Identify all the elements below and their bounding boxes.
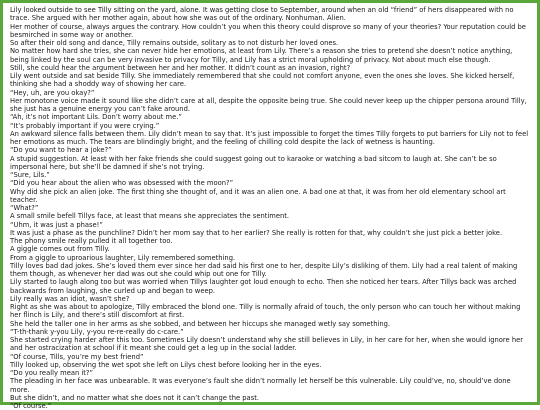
story-paragraph: Lily went outside and sat beside Tilly. She immediately remembered that she could not comfort anyone, even the ones she loves. She kicked herself, thinking she had a shoddy way of showing her care. [10,72,515,89]
story-paragraph: Lily looked outside to see Tilly sitting on the yard, alone. It was getting close to September, around when an old “friend” of hers disappeared with no trace. She argued with her mother again, about how she was out of the ordinary. Nonhuman. Alien. [10,6,514,23]
story-paragraph: Tilly looked up, observing the wet spot she left on Lilys chest before looking her in the eyes. [10,360,322,369]
story-paragraph: An awkward silence falls between them. Lily didn’t mean to say that. It’s just impossible to forget the times Tilly forgets to put barriers for Lily not to feel her emotions as much. The tears are blindingly bright, and the feeling of chilling cold despite the lack of wetness is haunting. [10,129,529,146]
story-paragraph: She started crying harder after this too. Sometimes Lily doesn’t understand why she still believes in Lily, in her care for her, when she would ignore her and her ostracization at school if it meant she could get a leg up in the social ladder. [10,336,524,353]
story-paragraph: “Sure, Lils.” [10,171,50,179]
story-paragraph: Still, she could hear the argument between her and her mother. It didn’t count as an invasion, right? [10,63,351,72]
story-paragraph: She held the taller one in her arms as she sobbed, and between her hiccups she managed wetly say something. [10,319,391,328]
story-paragraph: Why did she pick an alien joke. The first thing she thought of, and it was an alien one. A bad one at that, it was from her old elementary school art teacher. [10,187,506,204]
story-paragraph: “What?” [10,204,39,212]
story-paragraph: “Of course, Tills, you’re my best friend” [10,352,144,361]
story-paragraph: “Uhm, it was just a phase!” [10,220,103,229]
story-paragraph: Her monotone voice made it sound like she didn’t care at all, despite the opposite being true. She could never keep up the chipper persona around Tilly, she just has a genuine energy you can’t fake around. [10,96,527,113]
story-paragraph: “Ah, it’s not important Lils. Don’t worry about me.” [10,113,182,122]
story-paragraph: “Do you really mean it?” [10,369,94,377]
story-paragraph: Her mother of course, always argues the contrary. How couldn’t you when this theory could disprove so many of your theories? Your reputation could be besmirched in some way or another. [10,22,526,39]
story-paragraph: Lily really was an idiot, wasn’t she? [10,294,130,303]
story-paragraph: “Did you hear about the alien who was obsessed with the moon?” [10,179,234,188]
story-paragraph: The phony smile really pulled it all together too. [10,237,173,245]
story-paragraph: But she didn’t, and no matter what she does not it can’t change the past. [10,393,259,402]
story-paragraph: A giggle comes out from Tilly. [10,245,110,254]
story-paragraph: A small smile befell Tillys face, at least that means she appreciates the sentiment. [10,212,290,221]
story-paragraph: A stupid suggestion. At least with her fake friends she could suggest going out to karaoke or watching a bad sitcom to laugh at. She can’t be so impersonal here, but she’ll be damned if she’s not trying. [10,154,497,171]
story-paragraph: “T-th-thank y-you Lily, y-you re-re-really do c-care.” [10,327,184,336]
story-paragraph: “Of course.” [10,402,52,410]
story-paragraph: Tilly loves bad dad jokes. She’s loved them ever since her dad said his first one to her, despite Lily’s disliking of them. Lily had a real talent of making them though, as whenever her dad was out she could whip out one for Tilly. [10,261,518,278]
story-paragraph: “Do you want to hear a joke?” [10,146,112,155]
story-paragraph: It was just a phase as the punchline? Didn’t her mom say that to her earlier? She really is rotten for that, why couldn’t she just pick a better joke. [10,228,503,237]
story-paragraph: Right as she was about to apologize, Tilly embraced the blond one. Tilly is normally afraid of touch, the only person who can touch her without making her flinch is Lily, and there’s still discomfort at first. [10,303,521,320]
story-paragraph: The pleading in her face was unbearable. It was everyone’s fault she didn’t normally let herself be this vulnerable. Lily could’ve, no, should’ve done more. [10,377,511,394]
story-paragraph: “It’s probably important if you were crying.” [10,121,160,130]
story-paragraph: “Hey, uh, are you okay?” [10,88,95,97]
story-text [10,6,531,410]
story-paragraph: So after their old song and dance, Tilly remains outside, solitary as to not disturb her loved ones. [10,39,339,47]
story-paragraph: No matter how hard she tries, she can never hide her emotions, at least from Lily. There’s a reason she tries to pretend she doesn’t notice anything, being linked by the soul can be very invasive to privacy for Tilly, and Lily has a strict moral upholding of privacy. Not about much else though. [10,47,513,64]
story-paragraph: Lily started to laugh along too but was worried when Tillys laughter got loud enough to echo. Then she noticed her tears. After Tillys back was arched backwards from laughing, she curled up and began to weep. [10,278,517,295]
story-paragraph: From a giggle to uproarious laughter, Lily remembered something. [10,253,236,262]
